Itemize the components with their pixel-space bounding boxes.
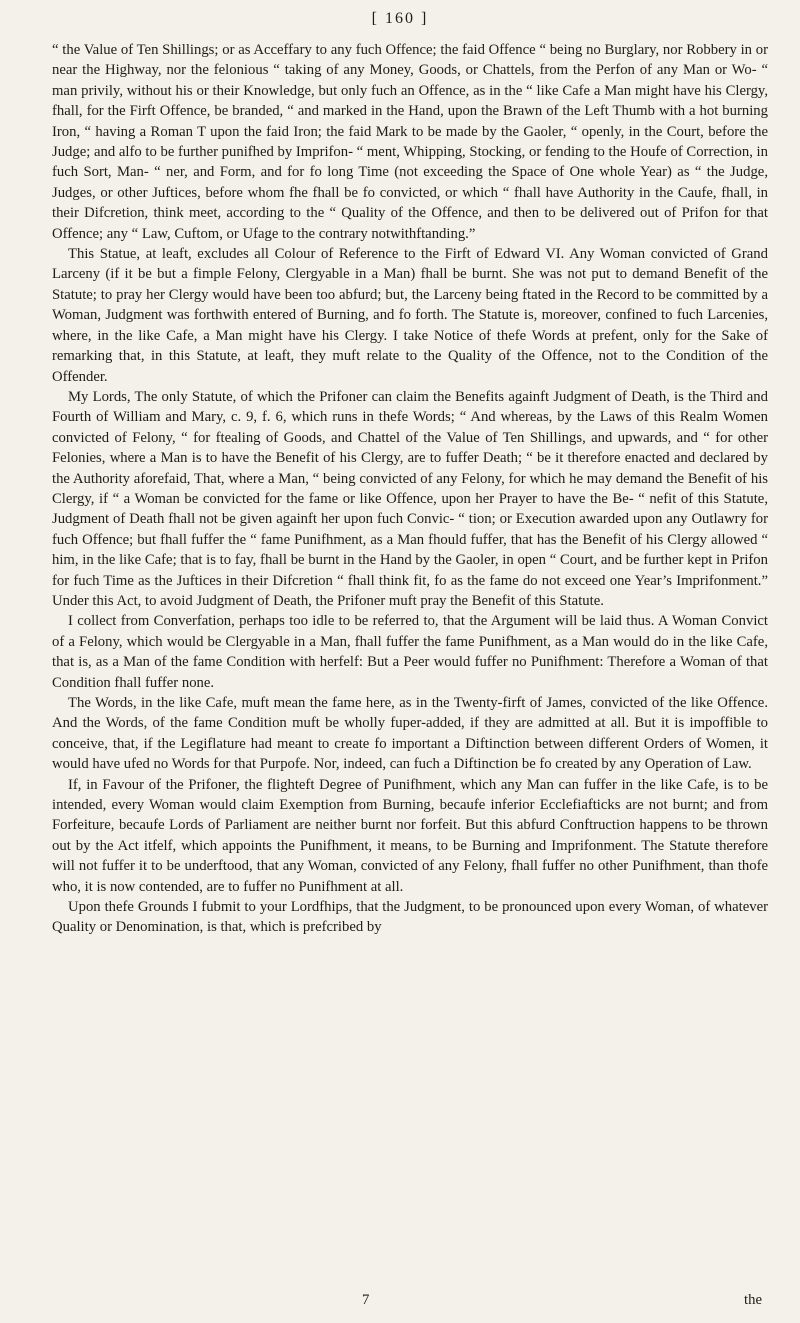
paragraph: My Lords, The only Statute, of which the Prifoner can claim the Benefits againft Judgment of Death, is the Third and Fourth of William and Mary, c. 9, f. 6, which runs in thefe Words; “ And whereas, by the Laws of this Realm Women convicted of Felony, “ for ftealing of Goods, and Chattel of the Value of Ten Shillings, and upwards, and “ for other Felonies, where a Man is to have the Benefit of his Clergy, are to fuffer Death; “ be it therefore enacted and declared by the Authority aforefaid, That, where a Man, “ being convicted of any Felony, for which he may demand the Benefit of his Clergy, if “ a Woman be convicted for the fame or like Offence, upon her Prayer to have the Be- “ nefit of this Statute, Judgment of Death fhall not be given againft her upon fuch Convic- “ tion; or Execution awarded upon any Outlawry for fuch Offence; but fhall fuffer the “ fame Punifhment, as a Man fhould fuffer, that has the Benefit of his Clergy allowed “ him, in the like Cafe; that is to fay, fhall be burnt in the Hand by the Gaoler, in open “ Court, and be further kept in Prifon for fuch Time as the Juftices in their Difcretion “ fhall think fit, fo as the fame do not exceed one Year’s Imprifonment.” Under this Act, to avoid Judgment of Death, the Prifoner muft pray the Benefit of this Statute.	[52, 388, 768, 609]
paragraph: If, in Favour of the Prifoner, the flighteft Degree of Punifhment, which any Man can fuffer in the like Cafe, is to be intended, every Woman would claim Exemption from Burning, becaufe inferior Ecclefiafticks are not burnt; and from Forfeiture, becaufe Lords of Parliament are neither burnt nor forfeit. But this abfurd Conftruction happens to be thrown out by the Act itfelf, which appoints the Punifhment, it means, to be Burning and Imprifonment. The Statute therefore will not fuffer it to be underftood, that any Woman, convicted of any Felony, fhall fuffer no other Punifhment, than thofe who, it is now contended, are to fuffer no Punifhment at all.	[52, 776, 768, 895]
paragraph: The Words, in the like Cafe, muft mean the fame here, as in the Twenty-firft of James, convicted of the like Offence. And the Words, of the fame Condition muft be wholly fuper-added, if they are admitted at all. But it is impoffible to conceive, that, if the Legiflature had meant to create fo important a Diftinction between different Orders of Women, it would have ufed no Words for that Purpofe. Nor, indeed, can fuch a Diftinction be fo created by any Operation of Law.	[52, 695, 768, 773]
signature-mark: 7	[362, 1292, 370, 1308]
catchword: the	[744, 1292, 762, 1308]
paragraph-statute-quote: “ the Value of Ten Shillings; or as Acceffary to any fuch Offence; the faid Offence “ being no Burglary, nor Robbery in or near the Highway, nor the felonious “ taking of any Money, Goods, or Chattels, from the Perfon of any Man or Wo- “ man privily, without his or their Knowledge, but only fuch an Offence, as in the “ like Cafe a Man might have his Clergy, fhall, for the Firft Offence, be branded, “ and marked in the Hand, upon the Brawn of the Left Thumb with a hot burning Iron, “ having a Roman T upon the faid Iron; the faid Mark to be made by the Gaoler, “ openly, in the Court, before the Judge; and alfo to be further punifhed by Imprifon- “ ment, Whipping, Stocking, or fending to the Houfe of Correction, in fuch Sort, Man- “ ner, and Form, and for fo long Time (not exceeding the Space of One whole Year) as “ the Judge, Judges, or other Juftices, before whom fhe fhall be fo convicted, or which “ fhall have Authority in the Caufe, fhall, in their Difcretion, think meet, according to the “ Quality of the Offence, and then to be delivered out of Prifon for that Offence; any “ Law, Cuftom, or Ufage to the contrary notwithftanding.”	[52, 42, 768, 242]
paragraph: This Statue, at leaft, excludes all Colour of Reference to the Firft of Edward VI. Any Woman convicted of Grand Larceny (if it be but a fimple Felony, Clergyable in a Man) fhall be burnt. She was not put to demand Benefit of the Statute; to pray her Clergy would have been too abfurd; but, the Larceny being ftated in the Record to be committed by a Woman, Judgment was forthwith entered of Burning, and fo forth. The Statute is, moreover, confined to fuch Larcenies, where, in the like Cafe, a Man might have his Clergy. I take Notice of thefe Words at prefent, only for the Sake of remarking that, in this Statute, at leaft, they muft relate to the Quality of the Offence, not to the Condition of the Offender.	[52, 246, 768, 385]
body-text	[52, 40, 768, 938]
catchline	[52, 1292, 768, 1312]
paragraph: Upon thefe Grounds I fubmit to your Lordfhips, that the Judgment, to be pronounced upon every Woman, of whatever Quality or Denomination, is that, which is prefcribed by	[52, 899, 768, 936]
paragraph: I collect from Converfation, perhaps too idle to be referred to, that the Argument will be laid thus. A Woman Convict of a Felony, which would be Clergyable in a Man, fhall fuffer the fame Punifhment, as a Man would do in the like Cafe, that is, as a Man of the fame Condition with herfelf: But a Peer would fuffer no Punifhment: Therefore a Woman of that Condition fhall fuffer none.	[52, 613, 768, 691]
page-number: [ 160 ]	[371, 10, 429, 27]
